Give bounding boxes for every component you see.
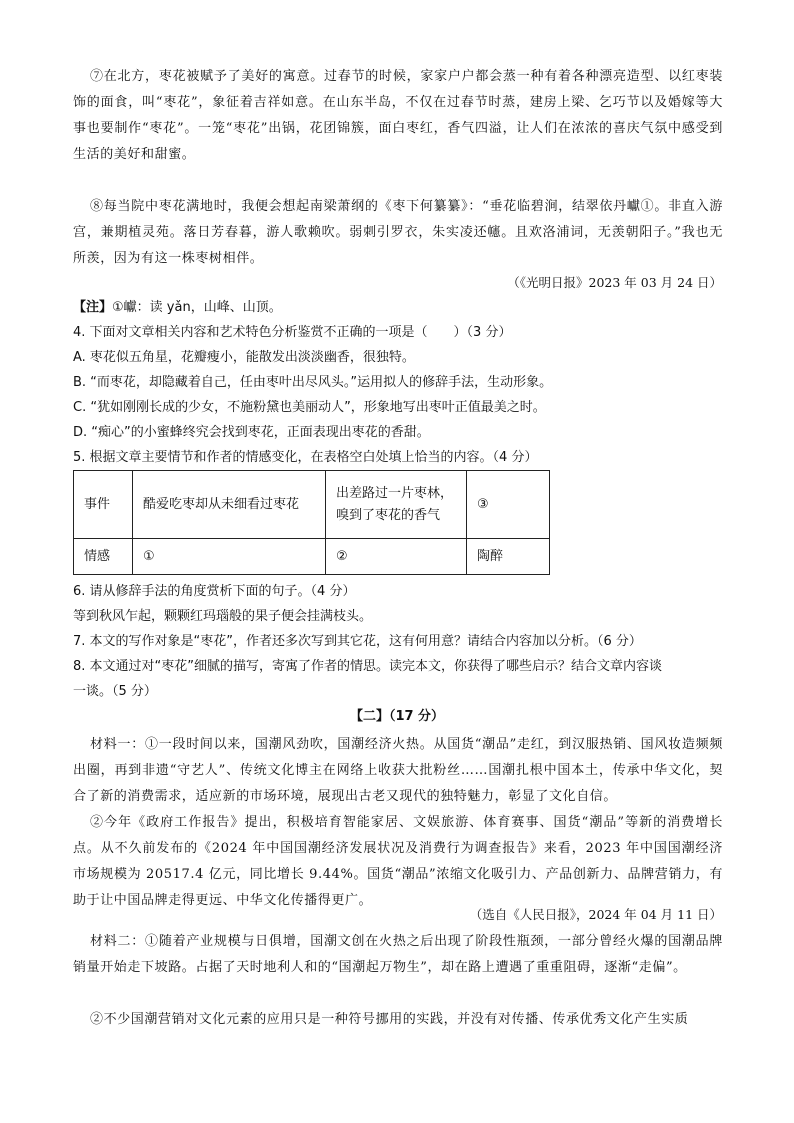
table-cell-line: 嗅到了枣花的香气 (336, 507, 441, 523)
question-7: 7. 本文的写作对象是“枣花”，作者还多次写到其它花，这有何用意？请结合内容加以分析。（6 分） (73, 634, 642, 649)
table-row-emotions (74, 539, 550, 575)
table-cell-blank: ① (133, 539, 326, 575)
section-heading-2: 【二】（17 分） (349, 709, 445, 724)
question-4-option-c: C. “犹如刚刚长成的少女，不施粉黛也美丽动人”，形象地写出枣叶正值最美之时。 (73, 400, 546, 415)
source-citation-2: （选自《人民日报》，2024 年 04 月 11 日） (469, 907, 722, 922)
table-cell: 酷爱吃枣却从未细看过枣花 (133, 471, 326, 539)
question-4-option-a: A. 枣花似五角星，花瓣瘦小，能散发出淡淡幽香，很独特。 (73, 350, 415, 365)
question-8-line-2: 一谈。（5 分） (73, 684, 157, 699)
table-cell: 陶醉 (467, 539, 550, 575)
table-cell-label: 事件 (74, 471, 133, 539)
material-2-paragraph-2: ②不少国潮营销对文化元素的应用只是一种符号挪用的实践，并没有对传播、传承优秀文化产生实质 (90, 1012, 689, 1027)
question-8-line-1: 8. 本文通过对“枣花”细腻的描写，寄寓了作者的情思。读完本文，你获得了哪些启示？结合文章内容谈 (73, 659, 663, 674)
material-1-paragraph-2: ②今年《政府工作报告》提出，积极培育智能家居、文娱旅游、体育赛事、国货“潮品”等新的消费增长点。从不久前发布的《2024 年中国国潮经济发展状况及消费行为调查报告》来看，2023 年中国国潮经济市场规模为 20517.4 亿元，同比增长 9.44%。国货“潮品”浓缩文化吸引力、产品创新力、品牌营销力，有助于让中国品牌走得更远、中华文化传播得更广。 (73, 815, 723, 908)
paragraph-8: ⑧每当院中枣花满地时，我便会想起南梁萧纲的《枣下何纂纂》：“垂花临碧涧，结翠依丹巘①。非直入游宫，兼期植灵苑。落日芳春暮，游人歌赖吹。弱刺引罗衣，朱实凌还幰。且欢洛浦词，无羡朝阳子。”我也无所羡，因为有这一株枣树相伴。 (73, 199, 723, 266)
question-4-option-d: D. “痴心”的小蜜蜂终究会找到枣花，正面表现出枣花的香甜。 (73, 425, 430, 440)
annotation-note (73, 296, 723, 320)
question-4-stem: 4. 下面对文章相关内容和艺术特色分析鉴赏不正确的一项是（ ）（3 分） (73, 325, 512, 340)
material-2-paragraph-1: 材料二：①随着产业规模与日俱增，国潮文创在火热之后出现了阶段性瓶颈，一部分曾经火爆的国潮品牌销量开始走下坡路。占据了天时地利人和的“国潮起万物生”，却在路上遭遇了重重阻碍，逐渐“走偏”。 (73, 934, 723, 975)
table-cell-blank: ③ (467, 471, 550, 539)
table-cell-line: 出差路过一片枣林， (336, 485, 454, 501)
paragraph-7: ⑦在北方，枣花被赋予了美好的寓意。过春节的时候，家家户户都会蒸一种有着各种漂亮造型、以红枣装饰的面食，叫“枣花”，象征着吉祥如意。在山东半岛，不仅在过春节时蒸，建房上梁、乞巧节以及婚嫁等大事也要制作“枣花”。一笼“枣花”出锅，花团锦簇，面白枣红，香气四溢，让人们在浓浓的喜庆气氛中感受到生活的美好和甜蜜。 (73, 69, 723, 162)
question-5-stem: 5. 根据文章主要情节和作者的情感变化，在表格空白处填上恰当的内容。（4 分） (73, 450, 538, 465)
question-5-table (73, 470, 550, 575)
question-6-stem: 6. 请从修辞手法的角度赏析下面的句子。（4 分） (73, 584, 356, 599)
table-row-events (74, 471, 550, 539)
note-text: ①巘：读 yǎn，山峰、山顶。 (112, 300, 282, 315)
material-1-paragraph-1: 材料一：①一段时间以来，国潮风劲吹，国潮经济火热。从国货“潮品”走红，到汉服热销、国风妆造频频出圈，再到非遗“守艺人”、传统文化博主在网络上收获大批粉丝……国潮扎根中国本土，传承中华文化，契合了新的消费需求，适应新的市场环境，展现出古老又现代的独特魅力，彰显了文化自信。 (73, 737, 723, 804)
table-cell-blank: ② (326, 539, 467, 575)
question-6-sentence: 等到秋风乍起，颗颗红玛瑙般的果子便会挂满枝头。 (73, 609, 373, 624)
question-4-option-b: B. “而枣花，却隐藏着自己，任由枣叶出尽风头。”运用拟人的修辞手法，生动形象。 (73, 375, 553, 390)
table-cell (326, 471, 467, 539)
source-citation-1: （《光明日报》2023 年 03 月 24 日） (507, 275, 722, 290)
note-label: 【注】 (73, 300, 113, 315)
table-cell-label: 情感 (74, 539, 133, 575)
